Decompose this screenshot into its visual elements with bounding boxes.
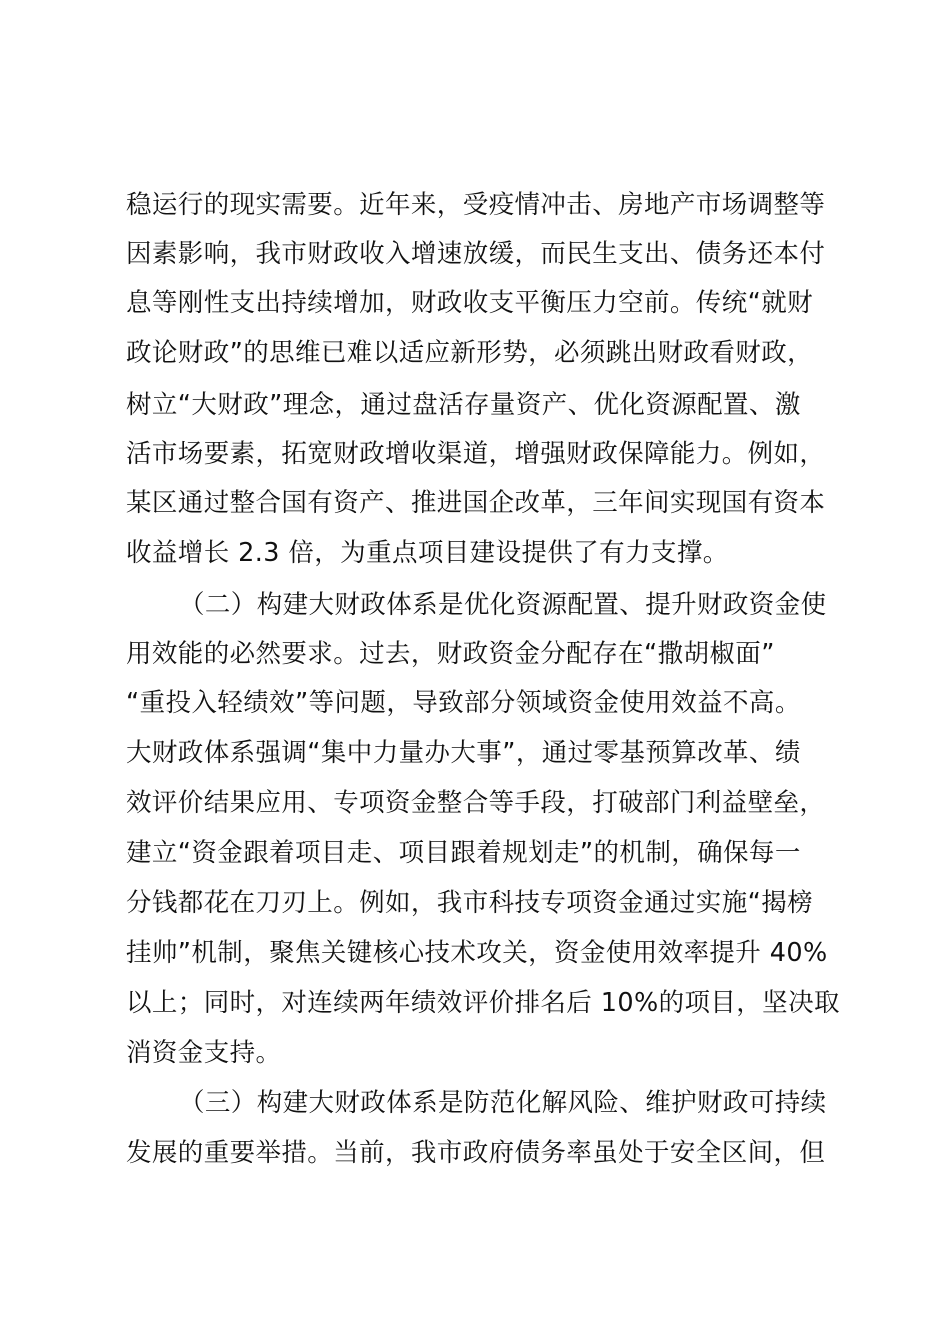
text-line: “重投入轻绩效”等问题，导致部分领域资金使用效益不高。	[126, 688, 801, 718]
text-line: 因素影响，我市财政收入增速放缓，而民生支出、债务还本付	[126, 239, 826, 269]
text-line: 发展的重要举措。当前，我市政府债务率虽处于安全区间，但	[126, 1138, 826, 1168]
text-line: 某区通过整合国有资产、推进国企改革，三年间实现国有资本	[126, 488, 826, 518]
paragraph-heading-2: （二）构建大财政体系是优化资源配置、提升财政资金使	[179, 590, 827, 620]
text-line: 息等刚性支出持续增加，财政收支平衡压力空前。传统“就财	[126, 288, 814, 318]
text-line: 大财政体系强调“集中力量办大事”，通过零基预算改革、绩	[126, 738, 801, 768]
text-line: 以上；同时，对连续两年绩效评价排名后 10%的项目，坚决取	[126, 988, 840, 1018]
text-line: 挂帅”机制，聚焦关键核心技术攻关，资金使用效率提升 40%	[126, 938, 828, 968]
text-line: 稳运行的现实需要。近年来，受疫情冲击、房地产市场调整等	[126, 190, 826, 220]
text-line: 消资金支持。	[126, 1038, 282, 1068]
text-line: 分钱都花在刀刃上。例如，我市科技专项资金通过实施“揭榜	[126, 888, 814, 918]
text-line: 用效能的必然要求。过去，财政资金分配存在“撒胡椒面”	[126, 639, 775, 669]
text-line: 建立“资金跟着项目走、项目跟着规划走”的机制，确保每一	[126, 838, 801, 868]
text-line: 活市场要素，拓宽财政增收渠道，增强财政保障能力。例如，	[126, 439, 826, 469]
paragraph-heading-3: （三）构建大财政体系是防范化解风险、维护财政可持续	[179, 1088, 827, 1118]
text-line: 收益增长 2.3 倍，为重点项目建设提供了有力支撑。	[126, 538, 729, 568]
text-line: 树立“大财政”理念，通过盘活存量资产、优化资源配置、激	[126, 390, 801, 420]
text-line: 政论财政”的思维已难以适应新形势，必须跳出财政看财政，	[126, 338, 814, 368]
text-line: 效评价结果应用、专项资金整合等手段，打破部门利益壁垒，	[126, 788, 826, 818]
